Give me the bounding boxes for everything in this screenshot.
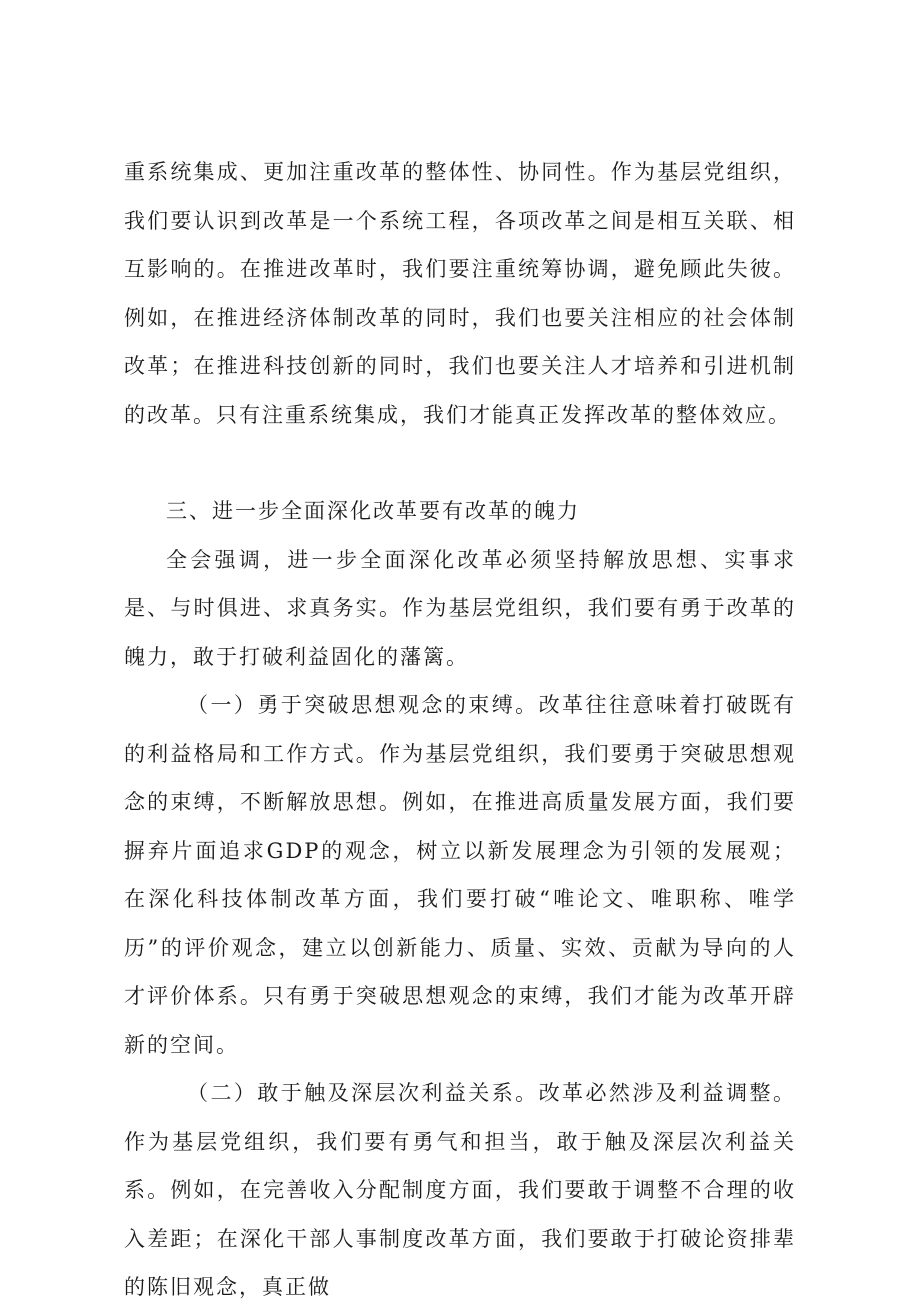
paragraph-plenary-emphasis: 全会强调，进一步全面深化改革必须坚持解放思想、实事求是、与时俱进、求真务实。作为基层党组织，我们要有勇于改革的魄力，敢于打破利益固化的藩篱。 (124, 547, 796, 669)
paragraph-system-integration: 重系统集成、更加注重改革的整体性、协同性。作为基层党组织，我们要认识到改革是一个系统工程，各项改革之间是相互关联、相互影响的。在推进改革时，我们要注重统筹协调，避免顾此失彼。例如，在推进经济体制改革的同时，我们也要关注相应的社会体制改革；在推进科技创新的同时，我们也要关注人才培养和引进机制的改革。只有注重系统集成，我们才能真正发挥改革的整体效应。 (124, 160, 796, 427)
paragraph-point-two: （二）敢于触及深层次利益关系。改革必然涉及利益调整。作为基层党组织，我们要有勇气和担当，敢于触及深层次利益关系。例如，在完善收入分配制度方面，我们要敢于调整不合理的收入差距；在深化干部人事制度改革方面，我们要敢于打破论资排辈的陈旧观念，真正做 (124, 1081, 796, 1299)
paragraph-spacer (124, 439, 796, 487)
section-heading-three: 三、进一步全面深化改革要有改革的魄力 (166, 499, 580, 523)
document-body (124, 148, 796, 1312)
paragraph-point-one: （一）勇于突破思想观念的束缚。改革往往意味着打破既有的利益格局和工作方式。作为基层党组织，我们要勇于突破思想观念的束缚，不断解放思想。例如，在推进高质量发展方面，我们要摒弃片面追求GDP的观念，树立以新发展理念为引领的发展观；在深化科技体制改革方面，我们要打破“唯论文、唯职称、唯学历”的评价观念，建立以创新能力、质量、实效、贡献为导向的人才评价体系。只有勇于突破思想观念的束缚，我们才能为改革开辟新的空间。 (124, 693, 796, 1057)
